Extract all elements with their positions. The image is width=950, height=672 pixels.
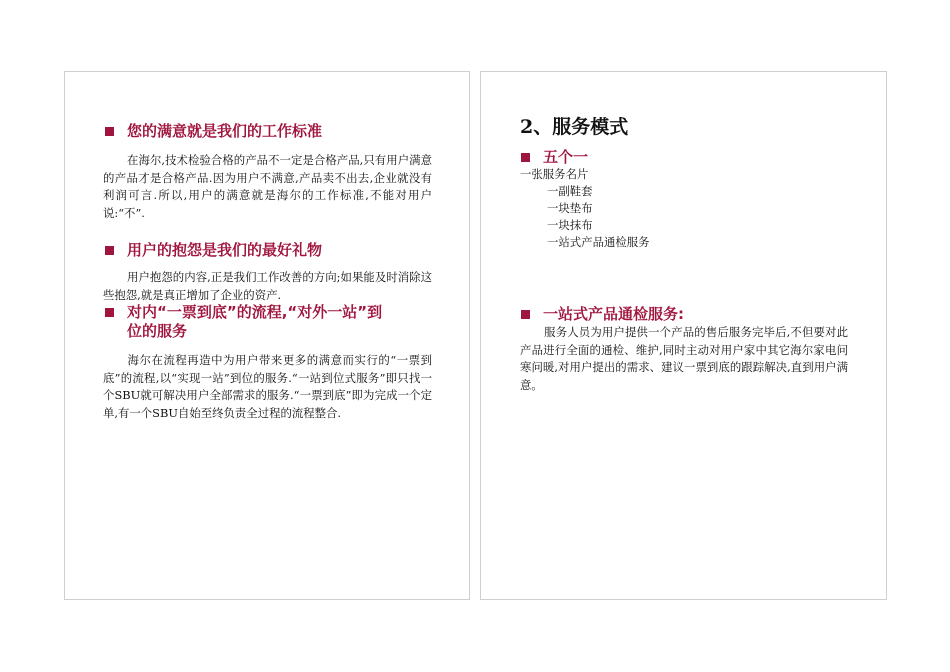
square-bullet-icon [105,127,114,136]
paragraph-one-ticket [103,352,432,422]
section-heading-complaints [105,241,322,260]
list-item: 一张服务名片 [520,167,589,181]
square-bullet-icon [521,153,530,162]
section-title: 2、服务模式 [520,116,629,138]
list-item: 一副鞋套 [547,184,593,198]
square-bullet-icon [521,310,530,319]
square-bullet-icon [105,308,114,317]
heading-text: 用户的抱怨是我们的最好礼物 [127,241,323,259]
heading-text: 您的满意就是我们的工作标准 [127,122,323,140]
heading-text: 五个一 [543,148,589,166]
section-heading-five-ones [521,148,588,167]
heading-text [127,303,382,341]
list-item: 一站式产品通检服务 [547,235,650,249]
paragraph-complaints [103,269,432,304]
document-page-right [480,71,887,600]
list-item: 一块抹布 [547,218,593,232]
paragraph-text: 在海尔,技术检验合格的产品不一定是合格产品,只有用户满意的产品才是合格产品.因为用户不满意,产品卖不出去,企业就没有利润可言.所以,用户的满意就是海尔的工作标准,不能对用户说:“不”. [103,153,432,220]
heading-line-1: 对内“一票到底”的流程,“对外一站”到 [127,303,383,321]
paragraph-text: 海尔在流程再造中为用户带来更多的满意而实行的“一票到底”的流程,以“实现一站”到位的服务.“一站到位式服务”即只找一个SBU就可解决用户全部需求的服务.“一票到底”即为完成一个定单,有一个SBU自始至终负责全过程的流程整合. [103,353,432,420]
list-item: 一块垫布 [547,201,593,215]
heading-text: 一站式产品通检服务: [543,305,684,323]
square-bullet-icon [105,246,114,255]
section-heading-satisfaction [105,122,322,141]
paragraph-text: 用户抱怨的内容,正是我们工作改善的方向;如果能及时消除这些抱怨,就是真正增加了企业的资产. [103,270,432,302]
paragraph-satisfaction [103,152,432,222]
heading-line-2: 位的服务 [127,322,188,340]
section-heading-one-stop [521,305,684,324]
paragraph-text: 服务人员为用户提供一个产品的售后服务完毕后,不但要对此产品进行全面的通检、维护,同时主动对用户家中其它海尔家电问寒问暖,对用户提出的需求、建议一票到底的跟踪解决,直到用户满意。 [520,325,848,392]
section-heading-one-ticket [105,303,382,341]
document-page-left [64,71,470,600]
paragraph-one-stop [520,324,848,394]
